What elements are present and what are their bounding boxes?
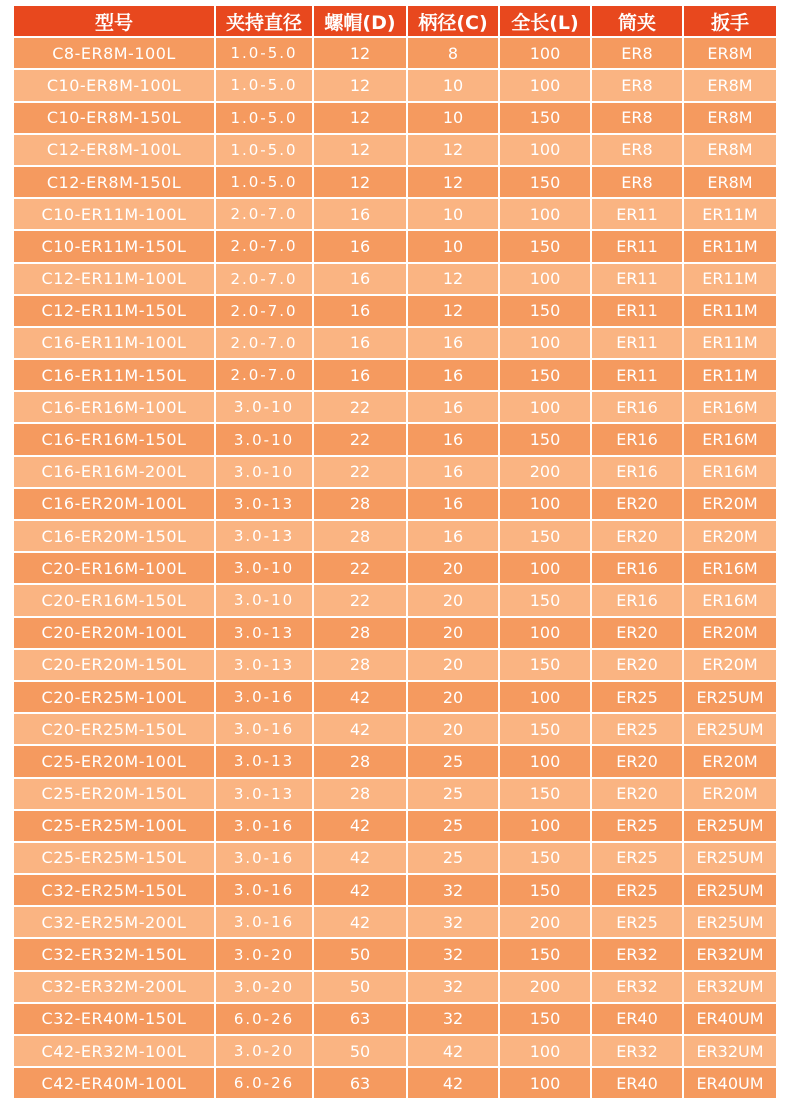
table-row	[14, 296, 776, 326]
cell-wrench: ER25UM	[684, 843, 776, 873]
cell-nut: 22	[314, 553, 408, 583]
cell-nut: 28	[314, 618, 408, 648]
cell-clamp-diameter: 2.0-7.0	[216, 199, 314, 229]
cell-nut: 42	[314, 843, 408, 873]
cell-wrench: ER8M	[684, 167, 776, 197]
cell-wrench: ER16M	[684, 424, 776, 454]
cell-clamp-diameter: 2.0-7.0	[216, 296, 314, 326]
cell-shank-diameter: 16	[408, 457, 500, 487]
cell-collet: ER25	[592, 907, 684, 937]
cell-collet: ER20	[592, 779, 684, 809]
cell-collet: ER8	[592, 103, 684, 133]
cell-nut: 63	[314, 1068, 408, 1098]
cell-total-length: 150	[500, 779, 592, 809]
table-row	[14, 650, 776, 680]
cell-shank-diameter: 32	[408, 939, 500, 969]
cell-clamp-diameter: 2.0-7.0	[216, 360, 314, 390]
cell-total-length: 150	[500, 296, 592, 326]
cell-nut: 50	[314, 972, 408, 1002]
cell-nut: 12	[314, 38, 408, 68]
cell-nut: 12	[314, 135, 408, 165]
cell-wrench: ER25UM	[684, 907, 776, 937]
cell-nut: 22	[314, 585, 408, 615]
cell-wrench: ER20M	[684, 489, 776, 519]
cell-nut: 28	[314, 521, 408, 551]
cell-collet: ER20	[592, 489, 684, 519]
cell-model: C10-ER8M-150L	[14, 103, 216, 133]
cell-model: C32-ER25M-150L	[14, 875, 216, 905]
cell-total-length: 100	[500, 392, 592, 422]
cell-nut: 16	[314, 328, 408, 358]
table-row	[14, 843, 776, 873]
cell-wrench: ER20M	[684, 779, 776, 809]
cell-total-length: 150	[500, 650, 592, 680]
cell-collet: ER16	[592, 424, 684, 454]
cell-collet: ER11	[592, 199, 684, 229]
table-row	[14, 618, 776, 648]
cell-shank-diameter: 20	[408, 585, 500, 615]
cell-collet: ER25	[592, 714, 684, 744]
cell-collet: ER40	[592, 1068, 684, 1098]
cell-wrench: ER8M	[684, 103, 776, 133]
cell-total-length: 100	[500, 489, 592, 519]
cell-shank-diameter: 16	[408, 328, 500, 358]
table-row	[14, 360, 776, 390]
cell-wrench: ER32UM	[684, 939, 776, 969]
cell-clamp-diameter: 3.0-10	[216, 457, 314, 487]
cell-total-length: 100	[500, 553, 592, 583]
cell-wrench: ER16M	[684, 553, 776, 583]
cell-model: C25-ER20M-100L	[14, 746, 216, 776]
cell-model: C16-ER16M-150L	[14, 424, 216, 454]
cell-collet: ER16	[592, 457, 684, 487]
cell-nut: 42	[314, 875, 408, 905]
cell-nut: 42	[314, 811, 408, 841]
table-row	[14, 392, 776, 422]
cell-shank-diameter: 16	[408, 489, 500, 519]
table-row	[14, 424, 776, 454]
cell-total-length: 100	[500, 811, 592, 841]
table-row	[14, 875, 776, 905]
cell-model: C16-ER11M-150L	[14, 360, 216, 390]
cell-wrench: ER20M	[684, 521, 776, 551]
cell-clamp-diameter: 3.0-10	[216, 553, 314, 583]
table-row	[14, 682, 776, 712]
cell-nut: 22	[314, 457, 408, 487]
cell-total-length: 150	[500, 360, 592, 390]
cell-model: C32-ER40M-150L	[14, 1004, 216, 1034]
cell-wrench: ER11M	[684, 199, 776, 229]
cell-collet: ER25	[592, 811, 684, 841]
table-row	[14, 972, 776, 1002]
cell-clamp-diameter: 2.0-7.0	[216, 231, 314, 261]
cell-total-length: 100	[500, 135, 592, 165]
cell-total-length: 100	[500, 682, 592, 712]
cell-model: C16-ER16M-200L	[14, 457, 216, 487]
cell-shank-diameter: 12	[408, 135, 500, 165]
cell-nut: 42	[314, 682, 408, 712]
cell-model: C25-ER25M-100L	[14, 811, 216, 841]
cell-clamp-diameter: 3.0-13	[216, 489, 314, 519]
cell-total-length: 200	[500, 907, 592, 937]
cell-wrench: ER11M	[684, 360, 776, 390]
cell-shank-diameter: 20	[408, 714, 500, 744]
cell-collet: ER11	[592, 360, 684, 390]
cell-shank-diameter: 25	[408, 779, 500, 809]
cell-shank-diameter: 10	[408, 70, 500, 100]
header-nut: 螺帽(D)	[314, 6, 408, 36]
cell-shank-diameter: 20	[408, 682, 500, 712]
cell-clamp-diameter: 3.0-16	[216, 811, 314, 841]
cell-nut: 28	[314, 779, 408, 809]
cell-wrench: ER16M	[684, 585, 776, 615]
table-row	[14, 264, 776, 294]
header-wrench: 扳手	[684, 6, 776, 36]
cell-clamp-diameter: 3.0-16	[216, 875, 314, 905]
cell-nut: 16	[314, 264, 408, 294]
cell-wrench: ER8M	[684, 135, 776, 165]
cell-collet: ER8	[592, 167, 684, 197]
cell-wrench: ER40UM	[684, 1068, 776, 1098]
cell-nut: 12	[314, 103, 408, 133]
cell-model: C10-ER11M-100L	[14, 199, 216, 229]
cell-clamp-diameter: 3.0-10	[216, 585, 314, 615]
cell-clamp-diameter: 3.0-10	[216, 392, 314, 422]
cell-collet: ER20	[592, 618, 684, 648]
cell-total-length: 100	[500, 1068, 592, 1098]
cell-shank-diameter: 25	[408, 843, 500, 873]
cell-total-length: 150	[500, 231, 592, 261]
cell-clamp-diameter: 3.0-16	[216, 714, 314, 744]
cell-collet: ER11	[592, 231, 684, 261]
cell-nut: 63	[314, 1004, 408, 1034]
cell-clamp-diameter: 3.0-20	[216, 1036, 314, 1066]
cell-shank-diameter: 32	[408, 907, 500, 937]
cell-model: C42-ER32M-100L	[14, 1036, 216, 1066]
cell-wrench: ER8M	[684, 38, 776, 68]
table-row	[14, 521, 776, 551]
cell-total-length: 150	[500, 103, 592, 133]
cell-model: C12-ER11M-150L	[14, 296, 216, 326]
cell-total-length: 100	[500, 328, 592, 358]
cell-total-length: 150	[500, 1004, 592, 1034]
cell-collet: ER11	[592, 296, 684, 326]
cell-collet: ER11	[592, 328, 684, 358]
spec-table	[14, 6, 776, 1100]
cell-model: C16-ER11M-100L	[14, 328, 216, 358]
cell-nut: 16	[314, 360, 408, 390]
cell-shank-diameter: 12	[408, 167, 500, 197]
header-total-length: 全长(L)	[500, 6, 592, 36]
table-row	[14, 779, 776, 809]
cell-shank-diameter: 25	[408, 811, 500, 841]
cell-total-length: 150	[500, 939, 592, 969]
cell-model: C20-ER16M-150L	[14, 585, 216, 615]
cell-collet: ER16	[592, 553, 684, 583]
cell-total-length: 150	[500, 521, 592, 551]
cell-shank-diameter: 20	[408, 553, 500, 583]
cell-shank-diameter: 20	[408, 618, 500, 648]
cell-collet: ER20	[592, 650, 684, 680]
cell-collet: ER40	[592, 1004, 684, 1034]
cell-model: C25-ER25M-150L	[14, 843, 216, 873]
cell-collet: ER25	[592, 875, 684, 905]
cell-wrench: ER32UM	[684, 972, 776, 1002]
cell-clamp-diameter: 2.0-7.0	[216, 264, 314, 294]
cell-wrench: ER16M	[684, 457, 776, 487]
cell-total-length: 200	[500, 972, 592, 1002]
cell-shank-diameter: 8	[408, 38, 500, 68]
cell-clamp-diameter: 3.0-13	[216, 779, 314, 809]
cell-shank-diameter: 16	[408, 392, 500, 422]
cell-nut: 42	[314, 714, 408, 744]
cell-nut: 16	[314, 231, 408, 261]
cell-model: C20-ER25M-150L	[14, 714, 216, 744]
cell-model: C12-ER8M-100L	[14, 135, 216, 165]
cell-nut: 50	[314, 1036, 408, 1066]
cell-total-length: 100	[500, 1036, 592, 1066]
cell-collet: ER25	[592, 682, 684, 712]
cell-shank-diameter: 16	[408, 424, 500, 454]
cell-total-length: 150	[500, 875, 592, 905]
table-row	[14, 714, 776, 744]
cell-shank-diameter: 32	[408, 1004, 500, 1034]
cell-model: C12-ER8M-150L	[14, 167, 216, 197]
cell-wrench: ER11M	[684, 296, 776, 326]
cell-collet: ER20	[592, 521, 684, 551]
cell-wrench: ER20M	[684, 618, 776, 648]
cell-nut: 12	[314, 167, 408, 197]
cell-clamp-diameter: 3.0-16	[216, 843, 314, 873]
table-row	[14, 1004, 776, 1034]
cell-total-length: 150	[500, 714, 592, 744]
table-row	[14, 70, 776, 100]
cell-model: C32-ER32M-200L	[14, 972, 216, 1002]
cell-clamp-diameter: 6.0-26	[216, 1004, 314, 1034]
table-row	[14, 135, 776, 165]
cell-collet: ER11	[592, 264, 684, 294]
cell-collet: ER16	[592, 392, 684, 422]
cell-clamp-diameter: 3.0-16	[216, 907, 314, 937]
cell-nut: 16	[314, 199, 408, 229]
cell-model: C25-ER20M-150L	[14, 779, 216, 809]
cell-shank-diameter: 10	[408, 199, 500, 229]
cell-shank-diameter: 20	[408, 650, 500, 680]
table-body	[14, 38, 776, 1098]
cell-wrench: ER11M	[684, 264, 776, 294]
cell-clamp-diameter: 3.0-16	[216, 682, 314, 712]
cell-total-length: 150	[500, 167, 592, 197]
cell-nut: 12	[314, 70, 408, 100]
cell-wrench: ER25UM	[684, 811, 776, 841]
cell-clamp-diameter: 3.0-13	[216, 521, 314, 551]
cell-wrench: ER20M	[684, 650, 776, 680]
cell-collet: ER20	[592, 746, 684, 776]
cell-shank-diameter: 10	[408, 231, 500, 261]
cell-wrench: ER25UM	[684, 875, 776, 905]
table-row	[14, 328, 776, 358]
cell-collet: ER32	[592, 1036, 684, 1066]
cell-collet: ER8	[592, 70, 684, 100]
table-row	[14, 1036, 776, 1066]
table-row	[14, 103, 776, 133]
cell-clamp-diameter: 3.0-13	[216, 618, 314, 648]
cell-total-length: 100	[500, 618, 592, 648]
cell-collet: ER32	[592, 972, 684, 1002]
cell-model: C12-ER11M-100L	[14, 264, 216, 294]
cell-model: C32-ER25M-200L	[14, 907, 216, 937]
cell-collet: ER8	[592, 135, 684, 165]
table-row	[14, 907, 776, 937]
cell-shank-diameter: 16	[408, 521, 500, 551]
header-clamp-diameter: 夹持直径	[216, 6, 314, 36]
cell-clamp-diameter: 1.0-5.0	[216, 103, 314, 133]
cell-nut: 22	[314, 424, 408, 454]
header-shank-diameter: 柄径(C)	[408, 6, 500, 36]
cell-wrench: ER11M	[684, 328, 776, 358]
cell-total-length: 100	[500, 38, 592, 68]
cell-model: C10-ER11M-150L	[14, 231, 216, 261]
cell-model: C8-ER8M-100L	[14, 38, 216, 68]
cell-clamp-diameter: 3.0-13	[216, 746, 314, 776]
table-row	[14, 811, 776, 841]
cell-wrench: ER40UM	[684, 1004, 776, 1034]
cell-nut: 50	[314, 939, 408, 969]
table-row	[14, 167, 776, 197]
cell-model: C16-ER20M-100L	[14, 489, 216, 519]
cell-total-length: 100	[500, 264, 592, 294]
header-model: 型号	[14, 6, 216, 36]
table-row	[14, 38, 776, 68]
cell-clamp-diameter: 6.0-26	[216, 1068, 314, 1098]
cell-shank-diameter: 32	[408, 875, 500, 905]
cell-shank-diameter: 10	[408, 103, 500, 133]
cell-model: C42-ER40M-100L	[14, 1068, 216, 1098]
cell-model: C10-ER8M-100L	[14, 70, 216, 100]
table-row	[14, 585, 776, 615]
cell-wrench: ER32UM	[684, 1036, 776, 1066]
cell-clamp-diameter: 2.0-7.0	[216, 328, 314, 358]
cell-clamp-diameter: 1.0-5.0	[216, 38, 314, 68]
table-row	[14, 457, 776, 487]
cell-wrench: ER16M	[684, 392, 776, 422]
cell-total-length: 200	[500, 457, 592, 487]
cell-collet: ER8	[592, 38, 684, 68]
cell-shank-diameter: 25	[408, 746, 500, 776]
cell-shank-diameter: 42	[408, 1036, 500, 1066]
cell-clamp-diameter: 3.0-20	[216, 939, 314, 969]
cell-shank-diameter: 16	[408, 360, 500, 390]
cell-nut: 28	[314, 489, 408, 519]
table-header-row	[14, 6, 776, 36]
cell-model: C20-ER25M-100L	[14, 682, 216, 712]
cell-wrench: ER25UM	[684, 682, 776, 712]
table-row	[14, 746, 776, 776]
cell-total-length: 100	[500, 70, 592, 100]
cell-wrench: ER20M	[684, 746, 776, 776]
cell-clamp-diameter: 1.0-5.0	[216, 167, 314, 197]
cell-shank-diameter: 32	[408, 972, 500, 1002]
cell-model: C20-ER20M-150L	[14, 650, 216, 680]
cell-total-length: 100	[500, 746, 592, 776]
table-row	[14, 489, 776, 519]
cell-shank-diameter: 12	[408, 296, 500, 326]
cell-model: C16-ER16M-100L	[14, 392, 216, 422]
cell-wrench: ER25UM	[684, 714, 776, 744]
cell-shank-diameter: 12	[408, 264, 500, 294]
table-row	[14, 1068, 776, 1098]
cell-total-length: 150	[500, 585, 592, 615]
cell-nut: 22	[314, 392, 408, 422]
table-row	[14, 231, 776, 261]
cell-nut: 16	[314, 296, 408, 326]
header-collet: 筒夹	[592, 6, 684, 36]
cell-clamp-diameter: 3.0-13	[216, 650, 314, 680]
cell-clamp-diameter: 3.0-10	[216, 424, 314, 454]
cell-wrench: ER8M	[684, 70, 776, 100]
cell-collet: ER32	[592, 939, 684, 969]
cell-model: C20-ER20M-100L	[14, 618, 216, 648]
cell-collet: ER25	[592, 843, 684, 873]
table-row	[14, 553, 776, 583]
cell-total-length: 100	[500, 199, 592, 229]
cell-nut: 42	[314, 907, 408, 937]
cell-total-length: 150	[500, 424, 592, 454]
cell-model: C20-ER16M-100L	[14, 553, 216, 583]
cell-wrench: ER11M	[684, 231, 776, 261]
cell-nut: 28	[314, 746, 408, 776]
cell-collet: ER16	[592, 585, 684, 615]
cell-total-length: 150	[500, 843, 592, 873]
cell-model: C16-ER20M-150L	[14, 521, 216, 551]
cell-model: C32-ER32M-150L	[14, 939, 216, 969]
cell-shank-diameter: 42	[408, 1068, 500, 1098]
cell-clamp-diameter: 1.0-5.0	[216, 70, 314, 100]
cell-clamp-diameter: 1.0-5.0	[216, 135, 314, 165]
table-row	[14, 939, 776, 969]
cell-nut: 28	[314, 650, 408, 680]
table-row	[14, 199, 776, 229]
cell-clamp-diameter: 3.0-20	[216, 972, 314, 1002]
